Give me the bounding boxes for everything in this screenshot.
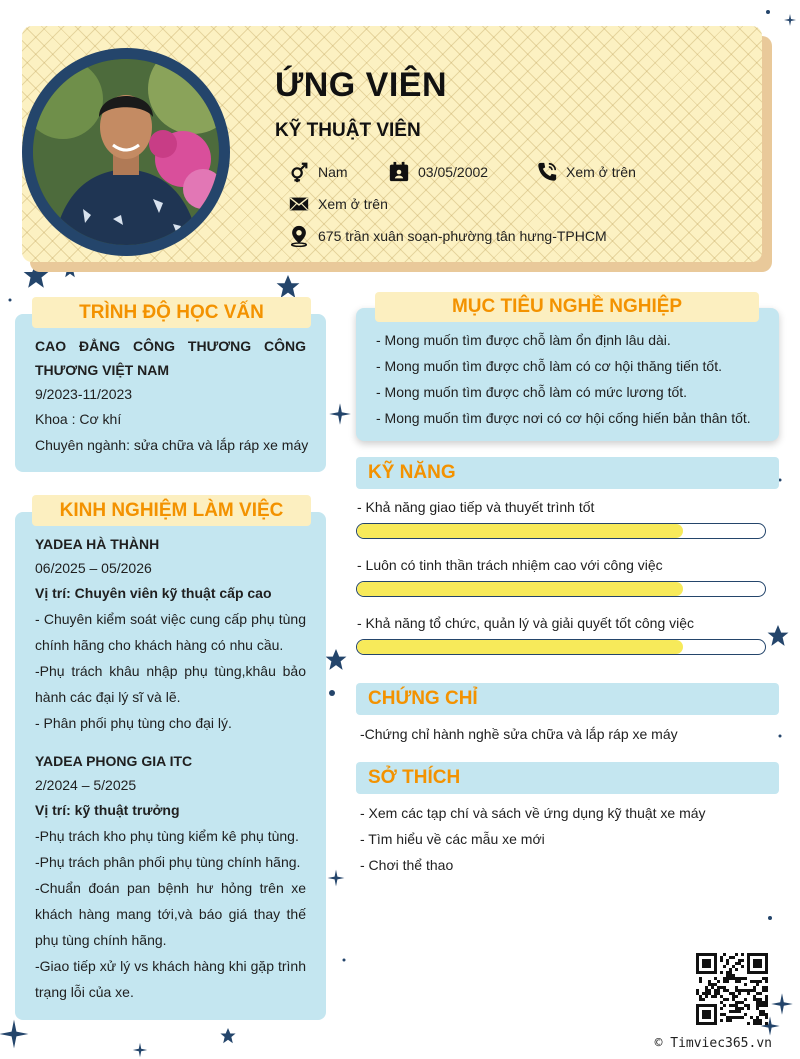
- certificates-title: CHỨNG CHỈ: [356, 683, 779, 715]
- birth-date-info: [388, 161, 488, 183]
- skill-bar-fill: [357, 640, 683, 654]
- objective-title: MỤC TIÊU NGHỀ NGHIỆP: [375, 292, 759, 322]
- job-description-line: -Giao tiếp xử lý vs khách hàng khi gặp trình: [35, 958, 306, 974]
- job-description-line: -Chuẩn đoán pan bệnh hư hỏng trên xe: [35, 880, 306, 896]
- education-faculty: Khoa : Cơ khí: [35, 411, 122, 427]
- job-position: Vị trí: kỹ thuật trưởng: [35, 802, 180, 818]
- job-period: 06/2025 – 05/2026: [35, 560, 152, 576]
- gender-info: [288, 161, 348, 183]
- objective-item: - Mong muốn tìm được chỗ làm có mức lương tốt.: [376, 384, 688, 400]
- job-description-line: chính hãng cho khách hàng có nhu cầu.: [35, 637, 284, 653]
- footer-copyright: © Timviec365.vn: [654, 1036, 772, 1051]
- skills-title: KỸ NĂNG: [356, 457, 779, 489]
- job-period: 2/2024 – 5/2025: [35, 777, 137, 793]
- phone-icon: [536, 161, 558, 183]
- mail-icon: [288, 193, 310, 215]
- phone-info: [536, 161, 636, 183]
- candidate-name: ỨNG VIÊN: [275, 66, 448, 104]
- gender-value: Nam: [318, 164, 348, 180]
- job-title: KỸ THUẬT VIÊN: [275, 120, 421, 141]
- skill-bar: [356, 581, 766, 597]
- experience-title: KINH NGHIỆM LÀM VIỆC: [32, 495, 311, 526]
- phone-value: Xem ở trên: [566, 164, 636, 180]
- job-description-line: -Phụ trách phân phối phụ tùng chính hãng.: [35, 854, 301, 870]
- skill-label: - Khả năng tổ chức, quản lý và giải quyết tốt công việc: [357, 615, 695, 631]
- hobbies-title: SỞ THÍCH: [356, 762, 779, 794]
- skill-label: - Luôn có tinh thần trách nhiệm cao với công việc: [357, 557, 663, 573]
- skill-bar-fill: [357, 524, 683, 538]
- address-value: 675 trần xuân soạn-phường tân hưng-TPHCM: [318, 228, 607, 244]
- email-info: [288, 193, 388, 215]
- skill-bar: [356, 523, 766, 539]
- job-description-line: trạng lỗi của xe.: [35, 984, 134, 1000]
- job-description-line: khách hàng mang tới,và báo giá thay thế: [35, 906, 306, 922]
- education-period: 9/2023-11/2023: [35, 386, 133, 402]
- birth-date-value: 03/05/2002: [418, 164, 489, 180]
- job-company: YADEA HÀ THÀNH: [35, 536, 160, 552]
- education-title: TRÌNH ĐỘ HỌC VẤN: [32, 297, 311, 328]
- profile-photo: [33, 59, 219, 245]
- gender-icon: [288, 161, 310, 183]
- job-description-line: - Phân phối phụ tùng cho đại lý.: [35, 715, 232, 731]
- objective-item: - Mong muốn tìm được chỗ làm có cơ hội thăng tiến tốt.: [376, 358, 723, 374]
- objective-item: - Mong muốn tìm được nơi có cơ hội cống hiến bản thân tốt.: [376, 410, 751, 426]
- education-school-line2: THƯƠNG VIỆT NAM: [35, 362, 169, 378]
- calendar-icon: [388, 161, 410, 183]
- job-description-line: - Chuyên kiểm soát việc cung cấp phụ tùng: [35, 611, 306, 627]
- avatar: [33, 59, 219, 245]
- education-major: Chuyên ngành: sửa chữa và lắp ráp xe máy: [35, 437, 309, 453]
- qr-code-icon[interactable]: [696, 953, 768, 1025]
- hobby-item: - Tìm hiểu về các mẫu xe mới: [360, 831, 545, 847]
- job-description-line: phụ tùng chính hãng.: [35, 932, 167, 948]
- location-icon: [288, 225, 310, 247]
- job-description-line: -Phụ trách kho phụ tùng kiểm kê phụ tùng.: [35, 828, 299, 844]
- email-value: Xem ở trên: [318, 196, 388, 212]
- skill-label: - Khả năng giao tiếp và thuyết trình tốt: [357, 499, 595, 515]
- hobby-item: - Xem các tạp chí và sách về ứng dụng kỹ thuật xe máy: [360, 805, 706, 821]
- hobby-item: - Chơi thể thao: [360, 857, 454, 873]
- certificate-item: -Chứng chỉ hành nghề sửa chữa và lắp ráp xe máy: [360, 726, 678, 742]
- job-description-line: -Phụ trách khâu nhập phụ tùng,khâu bảo: [35, 663, 306, 679]
- address-info: [288, 225, 607, 247]
- job-company: YADEA PHONG GIA ITC: [35, 753, 193, 769]
- objective-item: - Mong muốn tìm được chỗ làm ổn định lâu dài.: [376, 332, 671, 348]
- education-school-line1: CAO ĐẲNG CÔNG THƯƠNG CÔNG: [35, 338, 306, 354]
- skill-bar-fill: [357, 582, 683, 596]
- skill-bar: [356, 639, 766, 655]
- job-description-line: hành các đại lý sĩ và lẽ.: [35, 689, 181, 705]
- job-position: Vị trí: Chuyên viên kỹ thuật cấp cao: [35, 585, 272, 601]
